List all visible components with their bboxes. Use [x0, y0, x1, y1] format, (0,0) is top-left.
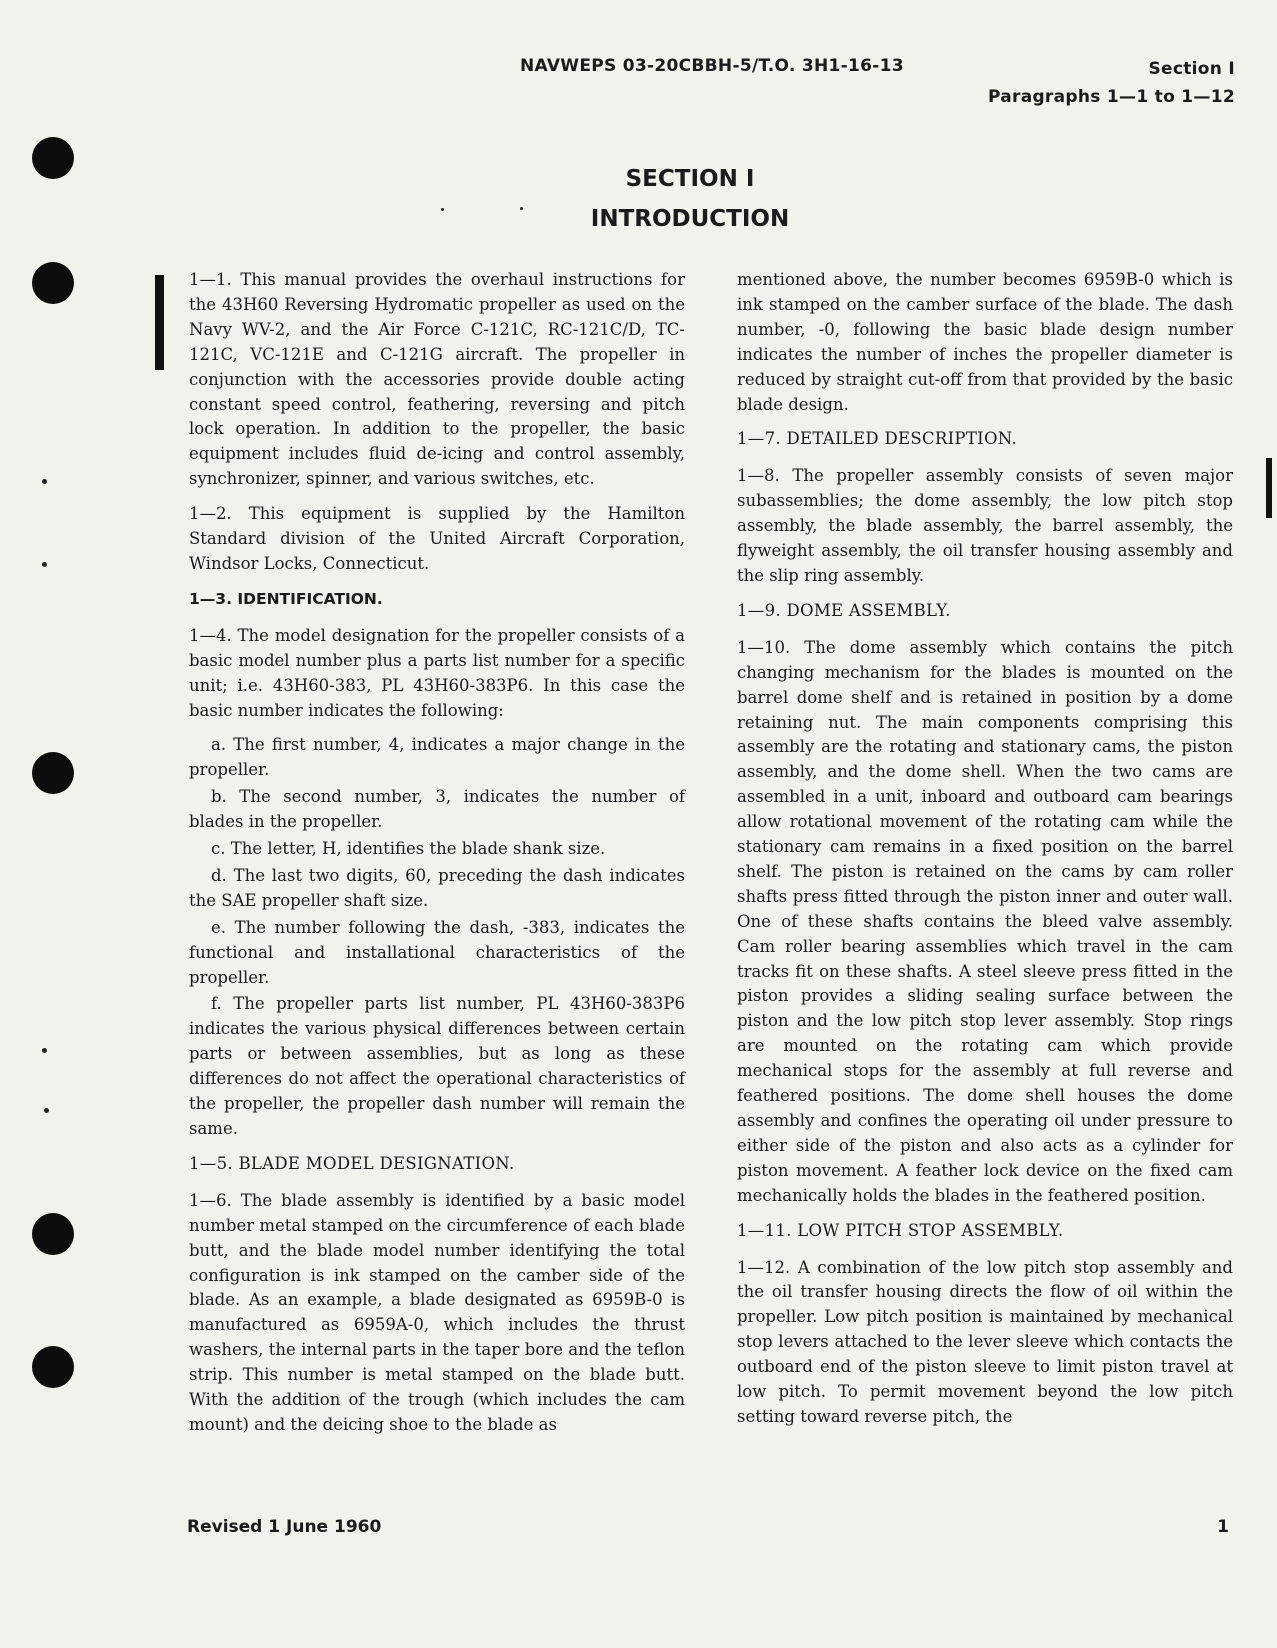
section-paragraph-ref — [988, 55, 1235, 111]
page-number: 1 — [1217, 1517, 1229, 1537]
paragraph-1-4: 1—4. The model designation for the propeller consists of a basic model number plus a parts list number for a specific unit; i.e. 43H60-383, PL 43H60-383P6. In this case the basic number indicates the following: — [189, 625, 685, 720]
change-bar — [155, 275, 164, 370]
margin-dot — [441, 208, 444, 211]
paragraph-1-6-continued: mentioned above, the number becomes 6959B-0 which is ink stamped on the camber surface of the blade. The dash number, -0, following the basic blade design number indicates the number of inches the propeller diameter is reduced by straight cut-off from that provided by the basic blade design. — [737, 270, 1233, 414]
binder-hole-2 — [32, 262, 74, 304]
margin-dot — [520, 207, 523, 210]
section-name: INTRODUCTION — [590, 206, 790, 232]
change-bar — [1266, 458, 1272, 518]
binder-hole-3 — [32, 752, 74, 794]
list-item-c: c. The letter, H, identifies the blade shank size. — [211, 839, 606, 859]
paragraph-1-8: 1—8. The propeller assembly consists of seven major subassemblies; the dome assembly, the low pitch stop assembly, the blade assembly, the barrel assembly, the flyweight assembly, the oil transfer housing assembly and the slip ring assembly. — [737, 466, 1233, 585]
list-item-f: f. The propeller parts list number, PL 43H60-383P6 indicates the various physical differences between certain parts or between assemblies, but as long as these differences do not affect the operational characteristics of the propeller, the propeller dash number will remain the same. — [189, 994, 685, 1138]
binder-hole-5 — [32, 1346, 74, 1388]
right-column — [737, 268, 1233, 1440]
paragraphs-label: Paragraphs 1—1 to 1—12 — [987, 87, 1235, 107]
list-item-b: b. The second number, 3, indicates the number of blades in the propeller. — [189, 787, 685, 832]
heading-blade-model-designation: 1—5. BLADE MODEL DESIGNATION. — [189, 1153, 515, 1173]
margin-dot — [42, 1048, 47, 1053]
list-item-e: e. The number following the dash, -383, indicates the functional and installational characteristics of the propeller. — [189, 917, 685, 987]
binder-hole-4 — [32, 1213, 74, 1255]
margin-dot — [42, 562, 47, 567]
document-number: NAVWEPS 03-20CBBH-5/T.O. 3H1-16-13 — [520, 56, 904, 76]
margin-dot — [44, 1108, 49, 1113]
heading-dome-assembly: 1—9. DOME ASSEMBLY. — [737, 600, 951, 620]
left-column — [189, 268, 685, 1448]
paragraph-1-2: 1—2. This equipment is supplied by the Hamilton Standard division of the United Aircraft Corporation, Windsor Locks, Connecticut. — [189, 504, 685, 573]
paragraph-1-12: 1—12. A combination of the low pitch stop assembly and the oil transfer housing directs the flow of oil within the propeller. Low pitch position is maintained by mechanical stop levers attached to the lever sleeve which contacts the outboard end of the piston sleeve to limit piston travel at low pitch. To permit movement beyond the low pitch setting toward reverse pitch, the — [737, 1257, 1233, 1426]
revision-date: Revised 1 June 1960 — [187, 1517, 382, 1537]
margin-dot — [42, 479, 47, 484]
heading-detailed-description: 1—7. DETAILED DESCRIPTION. — [737, 429, 1017, 449]
list-item-d: d. The last two digits, 60, preceding the dash indicates the SAE propeller shaft size. — [189, 865, 685, 910]
paragraph-1-1: 1—1. This manual provides the overhaul instructions for the 43H60 Reversing Hydromatic propeller as used on the Navy WV-2, and the Air Force C-121C, RC-121C/D, TC-121C, VC-121E and C-121G aircraft. The propeller in conjunction with the accessories provide double acting constant speed control, feathering, reversing and pitch lock operation. In addition to the propeller, the basic equipment includes fluid de-icing and control assembly, synchronizer, spinner, and various switches, etc. — [189, 270, 685, 489]
section-label: Section I — [1148, 59, 1235, 79]
heading-identification: 1—3. IDENTIFICATION. — [189, 589, 383, 608]
heading-low-pitch-stop-assembly: 1—11. LOW PITCH STOP ASSEMBLY. — [737, 1220, 1064, 1240]
paragraph-1-10: 1—10. The dome assembly which contains the pitch changing mechanism for the blades is mounted on the barrel dome shelf and is retained in position by a dome retaining nut. The main components comprising this assembly are the rotating and stationary cams, the piston assembly, and the dome shell. When the two cams are assembled in a unit, inboard and outboard cam bearings allow rotational movement of the rotating cam while the stationary cam remains in a fixed position on the barrel shelf. The piston is retained on the cams by cam roller shafts press fitted through the piston inner and outer wall. One of these shafts contains the bleed valve assembly. Cam roller bearing assemblies which travel in the cam tracks fit on these shafts. A steel sleeve press fitted in the piston provides a sliding sealing surface between the piston and the low pitch stop lever assembly. Stop rings are mounted on the rotating cam which provide mechanical stops for the assembly at full reverse and feathered positions. The dome shell houses the dome assembly and confines the operating oil under pressure to either side of the piston and also acts as a cylinder for piston movement. A feather lock device on the fixed cam mechanically holds the blades in the feathered position. — [737, 637, 1233, 1205]
paragraph-1-6: 1—6. The blade assembly is identified by a basic model number metal stamped on the circumference of each blade butt, and the blade model number identifying the total configuration is ink stamped on the camber side of the blade. As an example, a blade designated as 6959B-0 is manufactured as 6959A-0, which includes the thrust washers, the internal parts in the taper bore and the teflon strip. This number is metal stamped on the blade butt. With the addition of the trough (which includes the cam mount) and the deicing shoe to the blade as — [189, 1190, 685, 1434]
section-title: SECTION I — [625, 166, 755, 192]
list-item-a: a. The first number, 4, indicates a major change in the propeller. — [189, 735, 685, 780]
binder-hole-1 — [32, 137, 74, 179]
